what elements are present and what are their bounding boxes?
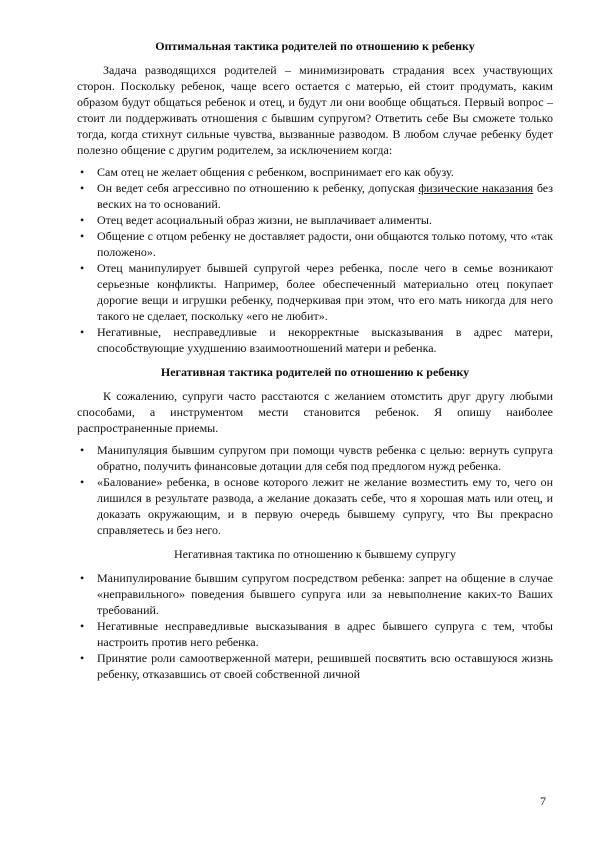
list-item: • Негативные, несправедливые и некорректные высказывания в адрес матери, способствующие ухудшению взаимоотношений матери и ребенка. [80,325,553,355]
bullet-icon: • [80,475,85,489]
section-title-optimal-tactics: Оптимальная тактика родителей по отношению к ребенку [155,39,475,53]
list-item: • «Балование» ребенка, в основе которого лежит не желание возместить ему то, чего он лишился в результате развода, а желание доказать себе, что я хорошая мать или отец, и доказать окружающим, и в первую очередь бывшему супругу, что Вы прекрасно справляетесь и без него. [80,475,553,537]
bullet-icon: • [80,325,85,339]
list-item: • Манипуляция бывшим супругом при помощи чувств ребенка с целью: вернуть супруга обратно, получить финансовые дотации для себя под предлогом нужд ребенка. [80,443,553,473]
page-number: 7 [540,794,546,808]
list-item: • Он ведет себя агрессивно по отношению к ребенку, допуская физические наказания без веских на то оснований. [80,181,554,211]
negative-tactics-list [77,442,553,538]
bullet-icon: • [80,213,85,227]
section-title-negative-tactics-child: Негативная тактика родителей по отношению к ребенку [160,365,470,379]
list-item: • Общение с отцом ребенку не доставляет радости, они общаются только потому, что «так положено». [80,229,553,259]
list-item: • Отец манипулирует бывшей супругой через ребенка, после чего в семье возникают серьезные конфликты. Например, более обеспеченный материально отец покупает дорогие вещи и игрушки ребенку, подчеркивая при этом, что его мать никогда для него такого не сделает, поскольку «его не любит». [80,261,553,323]
list-item: • Принятие роли самоотверженной матери, решившей посвятить всю оставшуюся жизнь ребенку, отказавшись от своей собственной личной [80,651,553,681]
bullet-icon: • [80,165,85,179]
bullet-icon: • [80,261,85,275]
bullet-icon: • [80,571,85,585]
bullet-icon: • [80,181,85,195]
bullet-icon: • [80,651,85,665]
section-title-negative-tactics-spouse: Негативная тактика по отношению к бывшему супругу [173,547,457,561]
exceptions-list [77,164,553,356]
page-content [77,38,553,690]
list-item: • Манипулирование бывшим супругом посредством ребенка: запрет на общение в случае «неправильного» поведения бывшего супруга или за невыполнение каких-то Ваших требований. [80,571,553,617]
list-item: • Негативные несправедливые высказывания в адрес бывшего супруга с тем, чтобы настроить против него ребенка. [80,619,553,649]
list-item: • Сам отец не желает общения с ребенком, воспринимает его как обузу. [80,165,454,179]
bullet-icon: • [80,443,85,457]
section-intro-paragraph: К сожалению, супруги часто расстаются с желанием отомстить друг другу любыми способами, а инструментом мести становится ребенок. Я опишу наиболее распространенные приемы. [77,389,553,435]
bullet-icon: • [80,229,85,243]
physical-punishment-link[interactable]: физические наказания [418,181,534,195]
section-intro-paragraph: Задача разводящихся родителей – минимизировать страдания всех участвующих сторон. Поскольку ребенок, чаще всего остается с матерью, ей стоит продумать, каким образом будут общаться ребенок и отец, и будут ли они вообще общаться. Первый вопрос – стоит ли поддерживать отношения с бывшим супругом? Ответить себе Вы сможете только тогда, когда стихнут сильные чувства, вызванные разводом. В любом случае ребенку будет полезно общение с другим родителем, за исключением когда: [77,63,553,157]
spouse-tactics-list [77,570,553,682]
bullet-icon: • [80,619,85,633]
list-item: • Отец ведет асоциальный образ жизни, не выплачивает алименты. [80,213,432,227]
